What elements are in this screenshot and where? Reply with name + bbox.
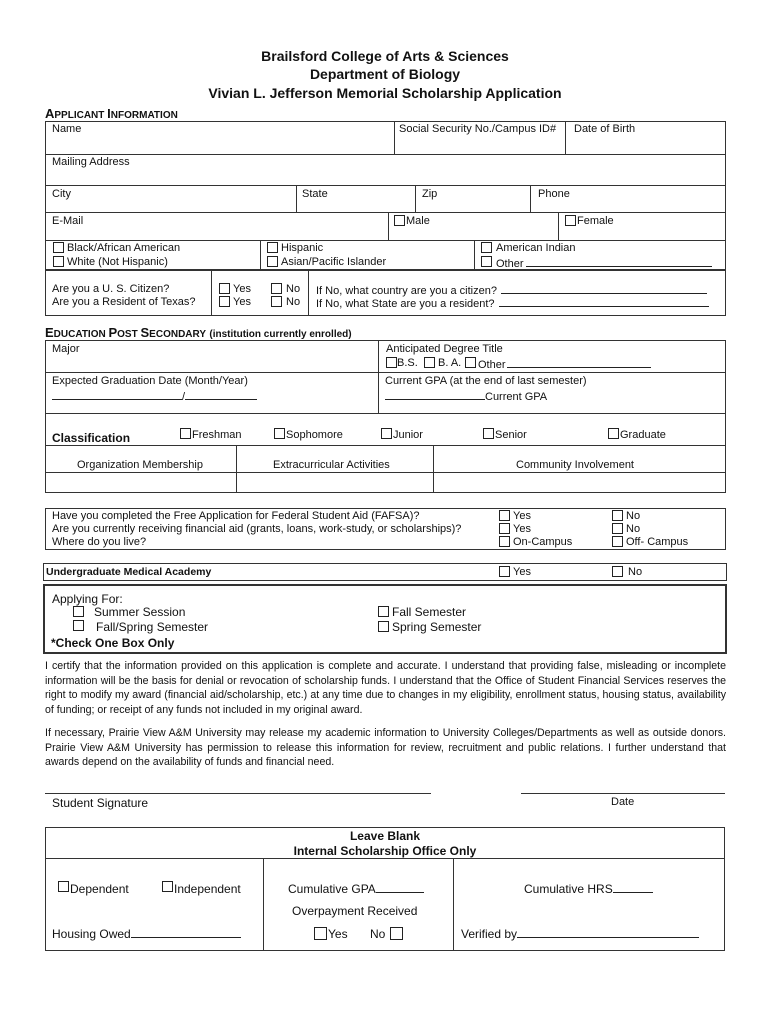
- major-field[interactable]: Major: [52, 343, 80, 355]
- cumulative-hrs-field[interactable]: Cumulative HRS: [524, 882, 653, 896]
- state-question[interactable]: If No, what State are you a resident?: [316, 296, 709, 310]
- sophomore-checkbox[interactable]: [274, 428, 285, 439]
- academy-yes-checkbox[interactable]: [499, 566, 510, 577]
- fall-spring-label: Fall/Spring Semester: [96, 620, 209, 634]
- sophomore-label: Sophomore: [286, 429, 343, 441]
- junior-label: Junior: [393, 429, 423, 441]
- academy-no-checkbox[interactable]: [612, 566, 623, 577]
- certification-paragraph: I certify that the information provided on this application is complete and accurate. I understand that providing false, misleading or incomplete information will be the basis for denial or revocation of scholarship funds. I understand that the Office of Student Financial Services reserves the right to modify my award (financial aid/scholarship, etc.) at any time due to changes in my eligibility, enrollment status, housing status, availability of funding; or receipt of any funds not included in my original award.: [45, 660, 726, 716]
- resident-question: Are you a Resident of Texas?: [52, 296, 196, 308]
- receiving-no-label: No: [626, 523, 641, 535]
- applying-for-label: Applying For:: [52, 592, 123, 606]
- overpayment-yes-label: Yes: [328, 927, 348, 941]
- applicant-section-heading: APPLICANT INFORMATION: [45, 106, 178, 121]
- medical-academy-label: Undergraduate Medical Academy: [46, 566, 212, 578]
- resident-no-label: No: [286, 296, 301, 308]
- overpayment-yes-checkbox[interactable]: [314, 927, 327, 940]
- senior-checkbox[interactable]: [483, 428, 494, 439]
- college-title: Brailsford College of Arts & Sciences: [261, 48, 509, 64]
- asian-checkbox[interactable]: [267, 256, 278, 267]
- citizen-yes-label: Yes: [233, 283, 251, 295]
- community-involvement-label: Community Involvement: [516, 459, 634, 471]
- grad-date-label: Expected Graduation Date (Month/Year): [52, 375, 248, 387]
- graduate-label: Graduate: [620, 429, 666, 441]
- hispanic-label: Hispanic: [281, 242, 324, 254]
- gpa-field[interactable]: Current GPA: [385, 389, 547, 403]
- overpayment-label: Overpayment Received: [292, 904, 418, 918]
- classification-label: Classification: [52, 431, 131, 445]
- citizen-no-label: No: [286, 283, 301, 295]
- ssn-field[interactable]: Social Security No./Campus ID#: [399, 123, 557, 135]
- other-race-label: Other: [496, 256, 712, 270]
- summer-checkbox[interactable]: [73, 606, 84, 617]
- bs-label: B.S.: [397, 357, 418, 369]
- education-section-heading: EDUCATION POST SECONDARY (institution currently enrolled): [45, 325, 352, 340]
- overpayment-no-checkbox[interactable]: [390, 927, 403, 940]
- citizen-yes-checkbox[interactable]: [219, 283, 230, 294]
- on-campus-label: On-Campus: [513, 536, 573, 548]
- fafsa-yes-label: Yes: [513, 510, 531, 522]
- dependent-label: Dependent: [70, 882, 129, 896]
- extracurricular-label: Extracurricular Activities: [273, 459, 390, 471]
- application-title: Vivian L. Jefferson Memorial Scholarship Application: [208, 85, 562, 101]
- fall-label: Fall Semester: [392, 605, 467, 619]
- freshman-checkbox[interactable]: [180, 428, 191, 439]
- receiving-aid-question: Are you currently receiving financial aid (grants, loans, work-study, or scholarships)?: [52, 523, 462, 535]
- citizen-no-checkbox[interactable]: [271, 283, 282, 294]
- junior-checkbox[interactable]: [381, 428, 392, 439]
- release-paragraph: If necessary, Prairie View A&M University may release my academic information to University Colleges/Departments as well as outside donors. Prairie View A&M University has permission to release this information for review, recruitment and public relations. I further understand that awards depend on the availability of funds and financial need.: [45, 727, 726, 768]
- fafsa-question: Have you completed the Free Application for Federal Student Aid (FAFSA)?: [52, 510, 420, 522]
- independent-checkbox[interactable]: [162, 881, 173, 892]
- dob-field[interactable]: Date of Birth: [574, 123, 636, 135]
- zip-field[interactable]: Zip: [422, 188, 438, 200]
- on-campus-checkbox[interactable]: [499, 536, 510, 547]
- name-field[interactable]: Name: [52, 123, 82, 135]
- academy-no-label: No: [628, 566, 643, 578]
- fafsa-no-checkbox[interactable]: [612, 510, 623, 521]
- hispanic-checkbox[interactable]: [267, 242, 278, 253]
- office-only-title: Internal Scholarship Office Only: [293, 844, 477, 858]
- senior-label: Senior: [495, 429, 527, 441]
- city-field[interactable]: City: [52, 188, 71, 200]
- resident-no-checkbox[interactable]: [271, 296, 282, 307]
- check-one-note: *Check One Box Only: [51, 636, 175, 650]
- date-line[interactable]: [521, 793, 725, 794]
- graduate-checkbox[interactable]: [608, 428, 619, 439]
- degree-title-label: Anticipated Degree Title: [386, 343, 503, 355]
- american-indian-label: American Indian: [496, 242, 576, 254]
- grad-date-field[interactable]: /: [52, 389, 257, 403]
- state-field[interactable]: State: [302, 188, 328, 200]
- verified-by-field[interactable]: Verified by: [461, 927, 699, 941]
- male-checkbox[interactable]: [394, 215, 405, 226]
- cumulative-gpa-field[interactable]: Cumulative GPA: [288, 882, 424, 896]
- off-campus-label: Off- Campus: [626, 536, 689, 548]
- gpa-label: Current GPA (at the end of last semester): [385, 375, 587, 387]
- country-question[interactable]: If No, what country are you a citizen?: [316, 283, 707, 297]
- student-signature-label: Student Signature: [52, 796, 149, 810]
- white-checkbox[interactable]: [53, 256, 64, 267]
- black-label: Black/African American: [67, 242, 181, 254]
- female-checkbox[interactable]: [565, 215, 576, 226]
- resident-yes-label: Yes: [233, 296, 251, 308]
- fall-spring-checkbox[interactable]: [73, 620, 84, 631]
- phone-field[interactable]: Phone: [538, 188, 570, 200]
- spring-checkbox[interactable]: [378, 621, 389, 632]
- black-checkbox[interactable]: [53, 242, 64, 253]
- off-campus-checkbox[interactable]: [612, 536, 623, 547]
- organization-membership-label: Organization Membership: [77, 459, 203, 471]
- independent-label: Independent: [174, 882, 241, 896]
- dependent-checkbox[interactable]: [58, 881, 69, 892]
- citizen-question: Are you a U. S. Citizen?: [52, 283, 170, 295]
- housing-owed-field[interactable]: Housing Owed: [52, 927, 241, 941]
- academy-yes-label: Yes: [513, 566, 531, 578]
- where-live-question: Where do you live?: [52, 536, 147, 548]
- asian-label: Asian/Pacific Islander: [281, 256, 387, 268]
- fafsa-no-label: No: [626, 510, 641, 522]
- leave-blank-title: Leave Blank: [349, 829, 421, 843]
- american-indian-checkbox[interactable]: [481, 242, 492, 253]
- male-label: Male: [406, 215, 430, 227]
- mailing-address-field[interactable]: Mailing Address: [52, 156, 130, 168]
- receiving-yes-label: Yes: [513, 523, 531, 535]
- other-race-checkbox[interactable]: [481, 256, 492, 267]
- freshman-label: Freshman: [192, 429, 242, 441]
- other-degree-checkbox[interactable]: [465, 357, 476, 368]
- date-label: Date: [611, 796, 635, 808]
- white-label: White (Not Hispanic): [67, 256, 168, 268]
- signature-line[interactable]: [45, 793, 431, 794]
- other-degree-label[interactable]: Other: [478, 357, 651, 371]
- spring-label: Spring Semester: [392, 620, 482, 634]
- department-title: Department of Biology: [309, 66, 461, 82]
- receiving-yes-checkbox[interactable]: [499, 523, 510, 534]
- email-field[interactable]: E-Mail: [52, 215, 84, 227]
- fall-checkbox[interactable]: [378, 606, 389, 617]
- ba-label: B. A.: [438, 357, 462, 369]
- ba-checkbox[interactable]: [424, 357, 435, 368]
- bs-checkbox[interactable]: [386, 357, 397, 368]
- female-label: Female: [577, 215, 614, 227]
- fafsa-yes-checkbox[interactable]: [499, 510, 510, 521]
- resident-yes-checkbox[interactable]: [219, 296, 230, 307]
- overpayment-no-label: No: [370, 927, 386, 941]
- receiving-no-checkbox[interactable]: [612, 523, 623, 534]
- summer-label: Summer Session: [94, 605, 186, 619]
